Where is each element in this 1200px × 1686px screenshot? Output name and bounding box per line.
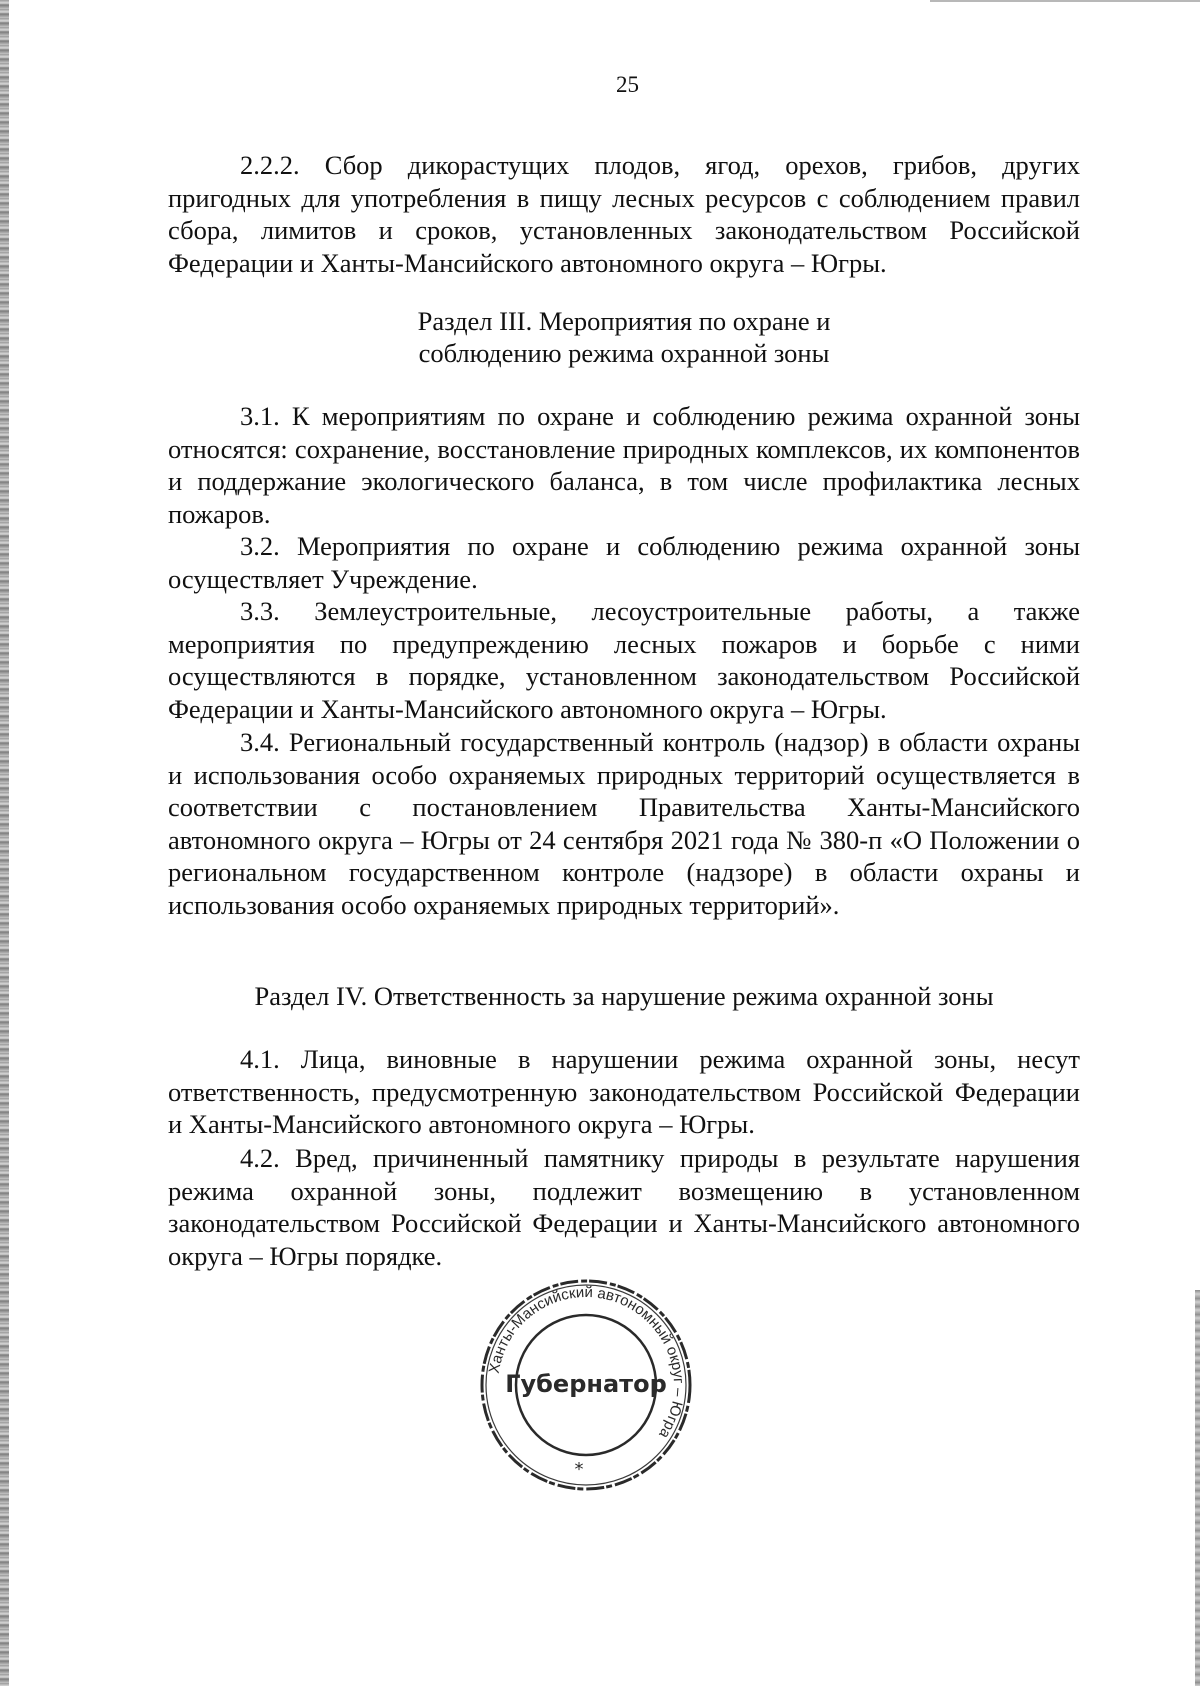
- seal-center-text: Губернатор: [505, 1370, 667, 1398]
- scan-edge-top: [930, 0, 1200, 2]
- paragraph-3-4: 3.4. Региональный государственный контроль (надзор) в области охраны и использования особо охраняемых природных территорий осуществляется в соответствии с постановлением Правительства Ханты-Мансийского автономного округа – Югры от 24 сентября 2021 года № 380-п «О Положении о региональном государственном контроле (надзоре) в области охраны и использования особо охраняемых природных территорий».: [168, 727, 1080, 920]
- seal-graphic: [476, 1275, 696, 1495]
- paragraph-3-2: 3.2. Мероприятия по охране и соблюдению режима охранной зоны осуществляет Учреждение.: [168, 531, 1080, 594]
- section-4-heading: Раздел IV. Ответственность за нарушение режима охранной зоны: [254, 981, 994, 1011]
- page-number: 25: [616, 72, 639, 97]
- section-3-heading-line1: Раздел III. Мероприятия по охране и: [417, 306, 831, 336]
- paragraph-3-1: 3.1. К мероприятиям по охране и соблюдению режима охранной зоны относятся: сохранение, восстановление природных комплексов, их компонентов и поддержание экологического баланса, в том числе профилактика лесных пожаров.: [168, 401, 1080, 529]
- scan-edge-left: [0, 0, 9, 1686]
- scan-edge-right: [1195, 1290, 1200, 1686]
- paragraph-2-2-2: 2.2.2. Сбор дикорастущих плодов, ягод, орехов, грибов, других пригодных для употребления в пищу лесных ресурсов с соблюдением правил сбора, лимитов и сроков, установленных законодательством Российской Федерации и Ханты-Мансийского автономного округа – Югры.: [168, 150, 1080, 278]
- seal-star: *: [574, 1459, 584, 1480]
- paragraph-4-2: 4.2. Вред, причиненный памятнику природы в результате нарушения режима охранной зоны, подлежит возмещению в установленном законодательством Российской Федерации и Ханты-Мансийского автономного округа – Югры порядке.: [168, 1143, 1080, 1271]
- governor-seal: [476, 1275, 696, 1495]
- seal-ring-text: Ханты-Мансийский автономный округ – Югра: [485, 1283, 688, 1442]
- paragraph-3-3: 3.3. Землеустроительные, лесоустроительные работы, а также мероприятия по предупреждению лесных пожаров и борьбе с ними осуществляются в порядке, установленном законодательством Российской Федерации и Ханты-Мансийского автономного округа – Югры.: [168, 596, 1080, 724]
- section-3-heading-line2: соблюдению режима охранной зоны: [418, 338, 830, 368]
- paragraph-4-1: 4.1. Лица, виновные в нарушении режима охранной зоны, несут ответственность, предусмотренную законодательством Российской Федерации и Ханты-Мансийского автономного округа – Югры.: [168, 1044, 1080, 1139]
